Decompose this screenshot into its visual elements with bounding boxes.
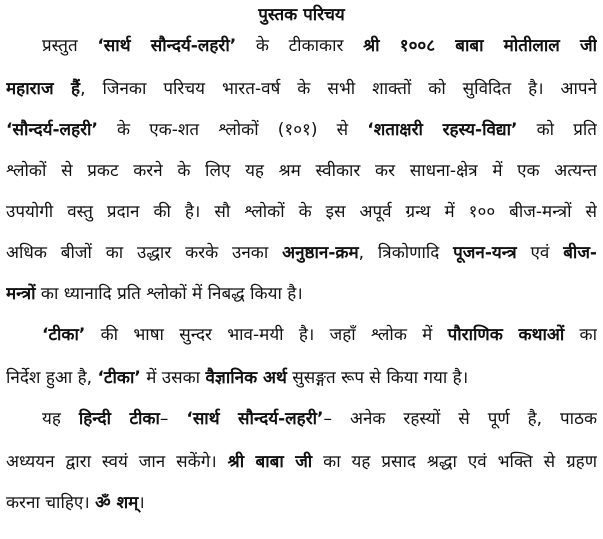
- text-run: , त्रिकोणादि: [358, 243, 454, 263]
- text-run: करना चाहिए।: [6, 493, 96, 513]
- text-run: के एक-शत श्लोकों (१०१) से: [97, 120, 368, 140]
- text-run: – अनेक रहस्यों से पूर्ण है, पाठक: [323, 409, 597, 429]
- bold-phrase: बीज-: [563, 243, 597, 263]
- text-run: सुसङ्गत रूप से किया गया है।: [286, 368, 469, 388]
- text-line: [6, 200, 597, 224]
- text-run: –: [159, 409, 187, 429]
- text-run: में उसका: [140, 368, 206, 388]
- page-title: पुस्तक परिचय: [258, 5, 345, 25]
- bold-phrase: महाराज हैं: [6, 79, 81, 99]
- bold-phrase: हिन्दी टीका: [78, 409, 160, 429]
- text-run: का: [564, 325, 597, 345]
- text-run: , जिनका परिचय भारत-वर्ष के सभी शाक्तों को सुविदित है। आपने: [80, 79, 597, 99]
- bold-phrase: श्री १००८ बाबा मोतीलाल जी: [363, 36, 597, 56]
- bold-phrase: ‘सार्थ सौन्दर्य-लहरी’: [186, 409, 324, 429]
- bold-phrase: ॐ शम्: [95, 493, 139, 513]
- bold-phrase: अनुष्ठान-क्रम: [282, 243, 359, 263]
- text-line: [6, 491, 597, 515]
- text-line: [6, 450, 597, 474]
- text-run: का ध्यानादि प्रति श्लोकों में निबद्ध किया है।: [35, 284, 303, 304]
- text-run: श्लोकों से प्रकट करने के लिए यह श्रम स्वीकार कर साधना-क्षेत्र में एक अत्यन्त: [6, 161, 597, 181]
- text-run: प्रस्तुत: [42, 36, 98, 56]
- text-run: एवं: [516, 243, 564, 263]
- text-run: ।: [138, 493, 145, 513]
- bold-phrase: ‘सार्थ सौन्दर्य-लहरी’: [97, 36, 237, 56]
- text-run: यह: [42, 409, 79, 429]
- bold-phrase: वैज्ञानिक अर्थ: [205, 368, 287, 388]
- text-line: [42, 323, 597, 347]
- text-run: को प्रति: [517, 120, 597, 140]
- text-line: [6, 77, 597, 101]
- bold-phrase: ‘सौन्दर्य-लहरी’: [6, 120, 98, 140]
- text-run: निर्देश हुआ है,: [6, 368, 98, 388]
- bold-phrase: मन्त्रों: [6, 284, 36, 304]
- text-line: [42, 34, 597, 58]
- text-run: अधिक बीजों का उद्धार करके उनका: [6, 243, 283, 263]
- text-run: अध्ययन द्वारा स्वयं जान सकेंगे।: [6, 452, 228, 472]
- text-line: [6, 118, 597, 142]
- bold-phrase: ‘शताक्षरी रहस्य-विद्या’: [367, 120, 518, 140]
- bold-phrase: पौराणिक कथाओं: [447, 325, 565, 345]
- text-run: उपयोगी वस्तु प्रदान की है। सौ श्लोकों के इस अपूर्व ग्रन्थ में १०० बीज-मन्त्रों से: [6, 202, 597, 222]
- bold-phrase: ‘टीका’: [42, 325, 86, 345]
- text-run: के टीकाकार: [236, 36, 364, 56]
- text-run: की भाषा सुन्दर भाव-मयी है। जहाँ श्लोक में: [85, 325, 448, 345]
- text-line: [6, 366, 597, 390]
- text-line: [42, 407, 597, 431]
- text-line: [6, 282, 597, 306]
- text-line: [6, 159, 597, 183]
- bold-phrase: पूजन-यन्त्र: [453, 243, 517, 263]
- bold-phrase: श्री बाबा जी: [227, 452, 313, 472]
- bold-phrase: ‘टीका’: [97, 368, 141, 388]
- text-run: का यह प्रसाद श्रद्धा एवं भक्ति से ग्रहण: [312, 452, 597, 472]
- text-line: [6, 241, 597, 265]
